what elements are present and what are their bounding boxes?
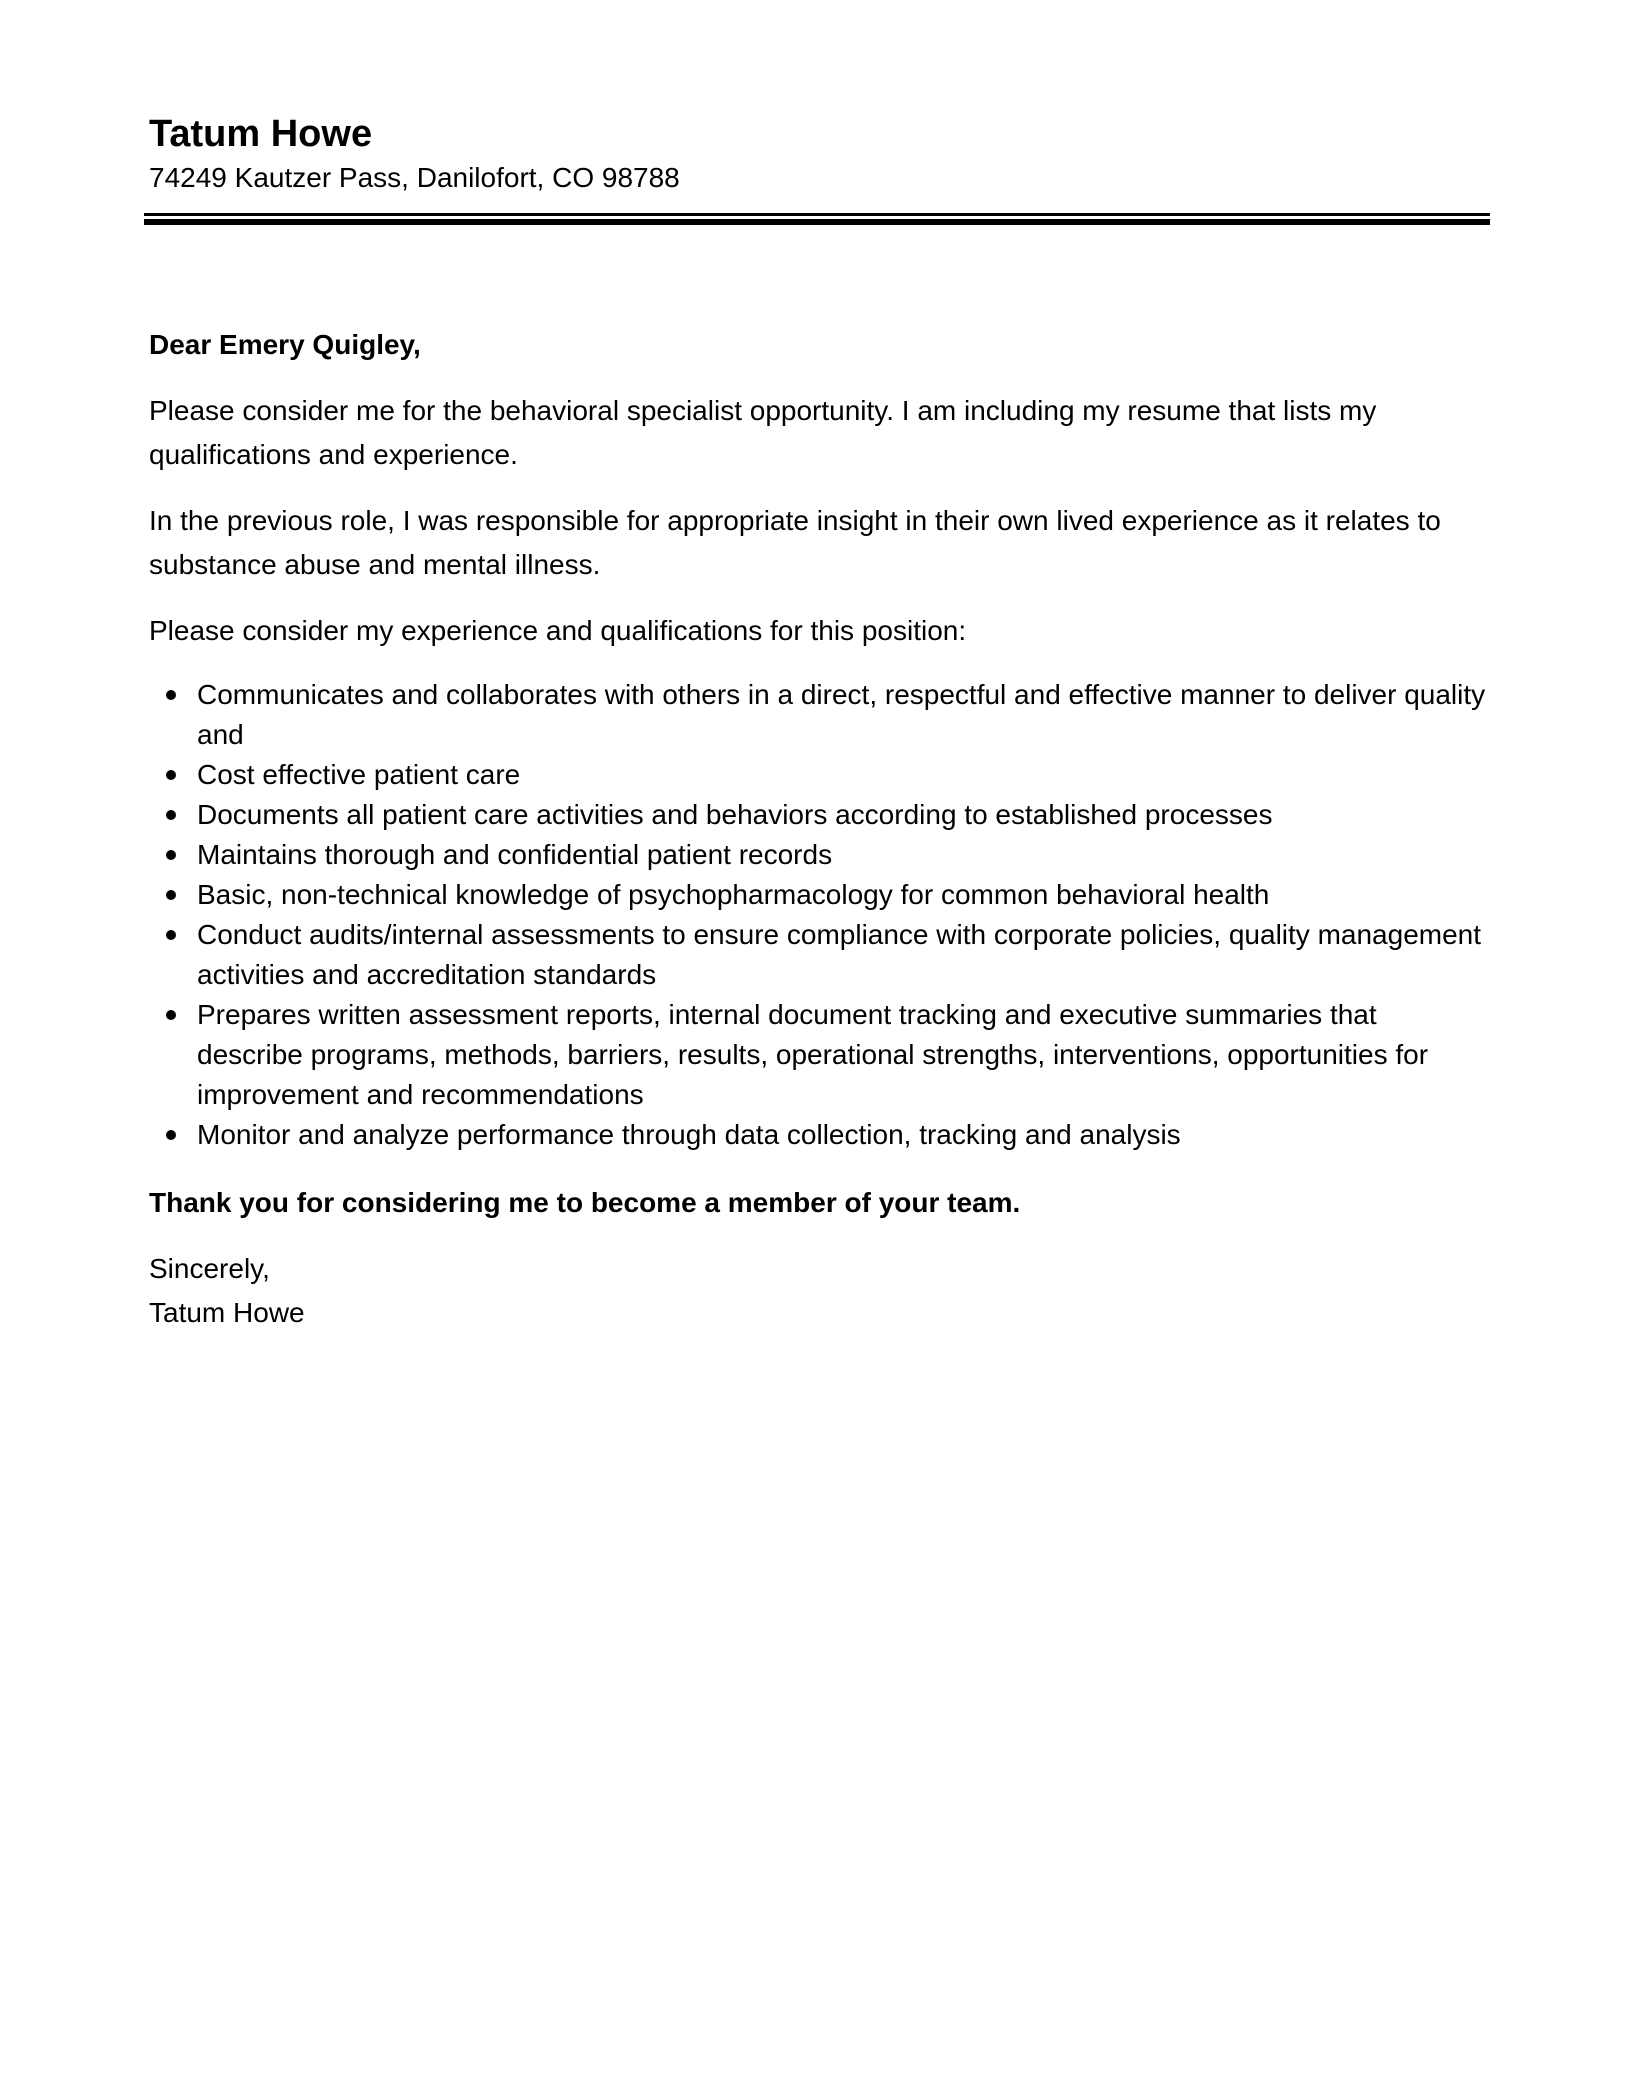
bullet-icon — [166, 850, 176, 860]
intro-paragraph: Please consider me for the behavioral specialist opportunity. I am including my resume that lists my qualifications and experience. — [149, 395, 1377, 470]
list-item — [197, 1115, 1489, 1155]
bullet-icon — [166, 1010, 176, 1020]
list-item-text: Communicates and collaborates with others in a direct, respectful and effective manner to deliver quality and — [197, 679, 1486, 750]
sender-name: Tatum Howe — [149, 113, 373, 155]
list-item-text: Conduct audits/internal assessments to ensure compliance with corporate policies, quality management activities and accreditation standards — [197, 919, 1482, 990]
list-item — [197, 795, 1489, 835]
salutation: Dear Emery Quigley, — [149, 329, 421, 360]
qualifications-list — [149, 675, 1489, 1155]
letter-header — [149, 110, 1489, 198]
list-item — [197, 835, 1489, 875]
bullet-icon — [166, 1130, 176, 1140]
divider-thick-line — [144, 219, 1490, 225]
signature-name: Tatum Howe — [149, 1297, 305, 1328]
list-item — [197, 995, 1489, 1115]
list-item-text: Maintains thorough and confidential patient records — [197, 839, 833, 870]
list-item-text: Documents all patient care activities and behaviors according to established processes — [197, 799, 1273, 830]
list-item-text: Monitor and analyze performance through data collection, tracking and analysis — [197, 1119, 1181, 1150]
letter-body — [149, 323, 1489, 1335]
list-item-text: Cost effective patient care — [197, 759, 521, 790]
list-item — [197, 915, 1489, 995]
closing-statement: Thank you for considering me to become a member of your team. — [149, 1187, 1021, 1218]
bullet-icon — [166, 690, 176, 700]
bullet-icon — [166, 890, 176, 900]
signoff: Sincerely, — [149, 1253, 270, 1284]
experience-paragraph: In the previous role, I was responsible for appropriate insight in their own lived experience as it relates to substance abuse and mental illness. — [149, 505, 1441, 580]
list-item — [197, 875, 1489, 915]
bullet-icon — [166, 770, 176, 780]
bullet-icon — [166, 930, 176, 940]
sender-address: 74249 Kautzer Pass, Danilofort, CO 98788 — [149, 162, 680, 193]
list-item-text: Prepares written assessment reports, internal document tracking and executive summaries that describe programs, methods, barriers, results, operational strengths, interventions, opportunities for improvement and recommendations — [197, 999, 1429, 1110]
list-item-text: Basic, non-technical knowledge of psychopharmacology for common behavioral health — [197, 879, 1270, 910]
qualifications-lead-in: Please consider my experience and qualifications for this position: — [149, 615, 967, 646]
header-divider — [144, 213, 1490, 225]
list-item — [197, 675, 1489, 755]
list-item — [197, 755, 1489, 795]
bullet-icon — [166, 810, 176, 820]
